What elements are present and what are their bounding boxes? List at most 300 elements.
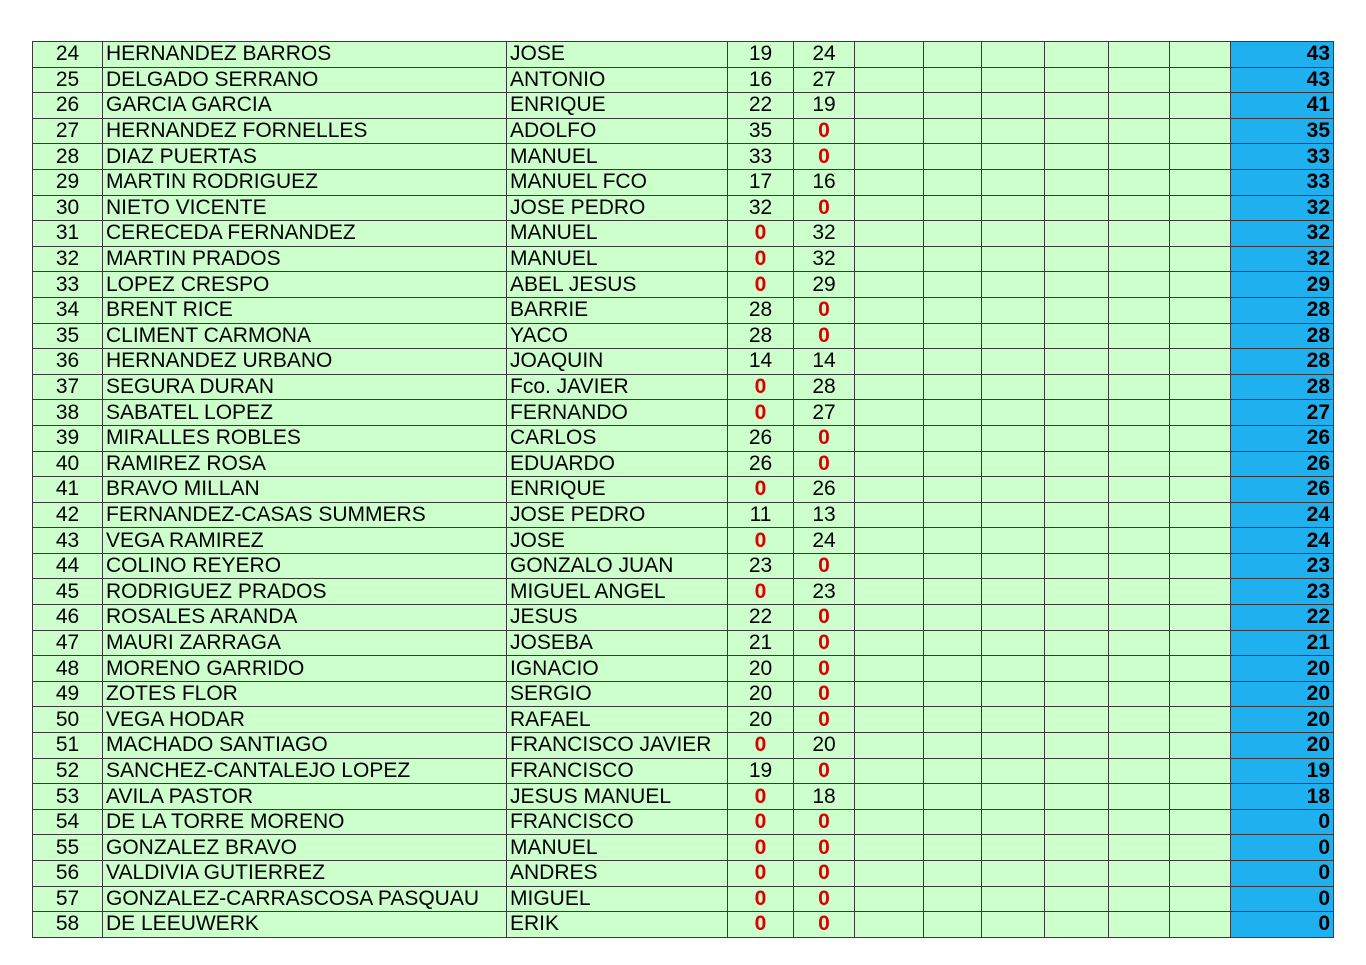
position-cell: 24 (33, 42, 103, 68)
round-1-score-cell: 20 (728, 707, 794, 733)
table-row (33, 297, 1334, 323)
position-cell: 27 (33, 118, 103, 144)
total-score-cell: 20 (1231, 733, 1334, 759)
surname-cell: SABATEL LOPEZ (103, 400, 507, 426)
round-2-score-cell: 0 (794, 707, 855, 733)
empty-round-cell (982, 861, 1045, 887)
empty-round-cell (855, 553, 924, 579)
first-name-cell: SERGIO (507, 681, 728, 707)
empty-round-cell (855, 681, 924, 707)
empty-round-cell (855, 246, 924, 272)
empty-round-cell (1109, 118, 1170, 144)
surname-cell: BRENT RICE (103, 297, 507, 323)
round-2-score-cell: 16 (794, 169, 855, 195)
empty-round-cell (982, 681, 1045, 707)
empty-round-cell (1045, 374, 1109, 400)
round-1-score-cell: 0 (728, 733, 794, 759)
round-1-score-cell: 0 (728, 221, 794, 247)
table-row (33, 605, 1334, 631)
empty-round-cell (1045, 323, 1109, 349)
empty-round-cell (924, 809, 982, 835)
surname-cell: AVILA PASTOR (103, 784, 507, 810)
position-cell: 31 (33, 221, 103, 247)
total-score-cell: 0 (1231, 809, 1334, 835)
empty-round-cell (924, 144, 982, 170)
round-1-score-cell: 20 (728, 656, 794, 682)
round-1-score-cell: 28 (728, 297, 794, 323)
table-row (33, 400, 1334, 426)
empty-round-cell (1045, 784, 1109, 810)
empty-round-cell (1109, 42, 1170, 68)
total-score-cell: 0 (1231, 886, 1334, 912)
empty-round-cell (855, 374, 924, 400)
empty-round-cell (1045, 528, 1109, 554)
total-score-cell: 28 (1231, 323, 1334, 349)
empty-round-cell (1045, 272, 1109, 298)
empty-round-cell (855, 169, 924, 195)
empty-round-cell (1045, 93, 1109, 119)
table-row (33, 144, 1334, 170)
first-name-cell: FERNANDO (507, 400, 728, 426)
total-score-cell: 28 (1231, 349, 1334, 375)
empty-round-cell (1109, 553, 1170, 579)
empty-round-cell (982, 349, 1045, 375)
table-row (33, 118, 1334, 144)
empty-round-cell (855, 195, 924, 221)
empty-round-cell (1170, 809, 1231, 835)
empty-round-cell (1109, 297, 1170, 323)
first-name-cell: FRANCISCO (507, 809, 728, 835)
empty-round-cell (1170, 579, 1231, 605)
round-1-score-cell: 0 (728, 912, 794, 938)
total-score-cell: 29 (1231, 272, 1334, 298)
empty-round-cell (1170, 451, 1231, 477)
surname-cell: GONZALEZ BRAVO (103, 835, 507, 861)
empty-round-cell (855, 42, 924, 68)
total-score-cell: 23 (1231, 579, 1334, 605)
empty-round-cell (1109, 835, 1170, 861)
empty-round-cell (982, 809, 1045, 835)
empty-round-cell (1170, 221, 1231, 247)
empty-round-cell (1109, 221, 1170, 247)
round-2-score-cell: 0 (794, 323, 855, 349)
first-name-cell: GONZALO JUAN (507, 553, 728, 579)
position-cell: 46 (33, 605, 103, 631)
surname-cell: DE LA TORRE MORENO (103, 809, 507, 835)
round-2-score-cell: 0 (794, 861, 855, 887)
round-2-score-cell: 0 (794, 681, 855, 707)
first-name-cell: ERIK (507, 912, 728, 938)
table-row (33, 272, 1334, 298)
total-score-cell: 24 (1231, 528, 1334, 554)
empty-round-cell (1045, 502, 1109, 528)
empty-round-cell (982, 451, 1045, 477)
round-2-score-cell: 23 (794, 579, 855, 605)
table-row (33, 707, 1334, 733)
empty-round-cell (1045, 681, 1109, 707)
total-score-cell: 19 (1231, 758, 1334, 784)
table-row (33, 42, 1334, 68)
empty-round-cell (1170, 553, 1231, 579)
first-name-cell: MANUEL (507, 221, 728, 247)
empty-round-cell (1045, 42, 1109, 68)
surname-cell: SANCHEZ-CANTALEJO LOPEZ (103, 758, 507, 784)
empty-round-cell (924, 656, 982, 682)
empty-round-cell (1045, 297, 1109, 323)
surname-cell: VALDIVIA GUTIERREZ (103, 861, 507, 887)
round-2-score-cell: 0 (794, 630, 855, 656)
empty-round-cell (1045, 118, 1109, 144)
first-name-cell: MANUEL (507, 144, 728, 170)
first-name-cell: MIGUEL (507, 886, 728, 912)
first-name-cell: JOSE (507, 42, 728, 68)
surname-cell: MACHADO SANTIAGO (103, 733, 507, 759)
empty-round-cell (1045, 246, 1109, 272)
position-cell: 45 (33, 579, 103, 605)
table-row (33, 221, 1334, 247)
round-1-score-cell: 0 (728, 374, 794, 400)
total-score-cell: 27 (1231, 400, 1334, 426)
first-name-cell: CARLOS (507, 425, 728, 451)
first-name-cell: IGNACIO (507, 656, 728, 682)
first-name-cell: JESUS (507, 605, 728, 631)
empty-round-cell (982, 912, 1045, 938)
empty-round-cell (855, 502, 924, 528)
empty-round-cell (1045, 809, 1109, 835)
total-score-cell: 43 (1231, 67, 1334, 93)
position-cell: 40 (33, 451, 103, 477)
surname-cell: LOPEZ CRESPO (103, 272, 507, 298)
empty-round-cell (1170, 93, 1231, 119)
empty-round-cell (1170, 67, 1231, 93)
first-name-cell: JOSE PEDRO (507, 502, 728, 528)
empty-round-cell (855, 144, 924, 170)
total-score-cell: 28 (1231, 374, 1334, 400)
empty-round-cell (1170, 528, 1231, 554)
round-1-score-cell: 0 (728, 400, 794, 426)
first-name-cell: MIGUEL ANGEL (507, 579, 728, 605)
surname-cell: ROSALES ARANDA (103, 605, 507, 631)
empty-round-cell (982, 835, 1045, 861)
empty-round-cell (1170, 861, 1231, 887)
empty-round-cell (855, 605, 924, 631)
position-cell: 54 (33, 809, 103, 835)
table-row (33, 349, 1334, 375)
table-row (33, 477, 1334, 503)
first-name-cell: Fco. JAVIER (507, 374, 728, 400)
table-row (33, 169, 1334, 195)
surname-cell: HERNANDEZ FORNELLES (103, 118, 507, 144)
empty-round-cell (1109, 451, 1170, 477)
empty-round-cell (924, 118, 982, 144)
first-name-cell: RAFAEL (507, 707, 728, 733)
empty-round-cell (1109, 144, 1170, 170)
position-cell: 51 (33, 733, 103, 759)
empty-round-cell (982, 42, 1045, 68)
surname-cell: RODRIGUEZ PRADOS (103, 579, 507, 605)
empty-round-cell (1045, 400, 1109, 426)
first-name-cell: ENRIQUE (507, 93, 728, 119)
empty-round-cell (982, 425, 1045, 451)
empty-round-cell (982, 169, 1045, 195)
position-cell: 48 (33, 656, 103, 682)
round-1-score-cell: 19 (728, 42, 794, 68)
surname-cell: MARTIN RODRIGUEZ (103, 169, 507, 195)
position-cell: 55 (33, 835, 103, 861)
empty-round-cell (1170, 400, 1231, 426)
first-name-cell: ENRIQUE (507, 477, 728, 503)
round-2-score-cell: 0 (794, 144, 855, 170)
round-1-score-cell: 19 (728, 758, 794, 784)
empty-round-cell (1170, 630, 1231, 656)
empty-round-cell (1045, 579, 1109, 605)
empty-round-cell (982, 323, 1045, 349)
round-2-score-cell: 0 (794, 809, 855, 835)
surname-cell: FERNANDEZ-CASAS SUMMERS (103, 502, 507, 528)
empty-round-cell (1045, 835, 1109, 861)
empty-round-cell (924, 835, 982, 861)
table-row (33, 195, 1334, 221)
empty-round-cell (1109, 681, 1170, 707)
empty-round-cell (1170, 784, 1231, 810)
surname-cell: HERNANDEZ URBANO (103, 349, 507, 375)
position-cell: 26 (33, 93, 103, 119)
round-1-score-cell: 0 (728, 246, 794, 272)
surname-cell: SEGURA DURAN (103, 374, 507, 400)
position-cell: 28 (33, 144, 103, 170)
position-cell: 49 (33, 681, 103, 707)
round-1-score-cell: 0 (728, 886, 794, 912)
round-1-score-cell: 0 (728, 835, 794, 861)
empty-round-cell (982, 605, 1045, 631)
empty-round-cell (1109, 349, 1170, 375)
empty-round-cell (924, 758, 982, 784)
empty-round-cell (855, 451, 924, 477)
empty-round-cell (1109, 246, 1170, 272)
empty-round-cell (1109, 502, 1170, 528)
empty-round-cell (924, 579, 982, 605)
empty-round-cell (1170, 707, 1231, 733)
surname-cell: GARCIA GARCIA (103, 93, 507, 119)
empty-round-cell (855, 861, 924, 887)
position-cell: 57 (33, 886, 103, 912)
surname-cell: MAURI ZARRAGA (103, 630, 507, 656)
empty-round-cell (1170, 144, 1231, 170)
round-1-score-cell: 33 (728, 144, 794, 170)
standings-table (32, 41, 1334, 938)
empty-round-cell (1045, 861, 1109, 887)
table-row (33, 528, 1334, 554)
empty-round-cell (982, 886, 1045, 912)
empty-round-cell (1045, 349, 1109, 375)
table-row (33, 809, 1334, 835)
empty-round-cell (1045, 553, 1109, 579)
table-row (33, 681, 1334, 707)
empty-round-cell (982, 144, 1045, 170)
empty-round-cell (855, 349, 924, 375)
empty-round-cell (1109, 477, 1170, 503)
position-cell: 35 (33, 323, 103, 349)
round-2-score-cell: 32 (794, 246, 855, 272)
surname-cell: GONZALEZ-CARRASCOSA PASQUAU (103, 886, 507, 912)
round-2-score-cell: 20 (794, 733, 855, 759)
empty-round-cell (982, 246, 1045, 272)
position-cell: 44 (33, 553, 103, 579)
table-row (33, 67, 1334, 93)
first-name-cell: ANTONIO (507, 67, 728, 93)
total-score-cell: 41 (1231, 93, 1334, 119)
table-row (33, 579, 1334, 605)
round-2-score-cell: 26 (794, 477, 855, 503)
empty-round-cell (855, 733, 924, 759)
surname-cell: CLIMENT CARMONA (103, 323, 507, 349)
round-2-score-cell: 24 (794, 42, 855, 68)
total-score-cell: 26 (1231, 451, 1334, 477)
empty-round-cell (1170, 681, 1231, 707)
empty-round-cell (1109, 912, 1170, 938)
empty-round-cell (982, 195, 1045, 221)
empty-round-cell (1109, 630, 1170, 656)
empty-round-cell (1045, 477, 1109, 503)
total-score-cell: 43 (1231, 42, 1334, 68)
empty-round-cell (1109, 809, 1170, 835)
empty-round-cell (1170, 425, 1231, 451)
round-2-score-cell: 0 (794, 886, 855, 912)
first-name-cell: ANDRES (507, 861, 728, 887)
round-2-score-cell: 32 (794, 221, 855, 247)
first-name-cell: JOSEBA (507, 630, 728, 656)
empty-round-cell (924, 681, 982, 707)
empty-round-cell (1109, 400, 1170, 426)
empty-round-cell (1170, 733, 1231, 759)
position-cell: 37 (33, 374, 103, 400)
empty-round-cell (1109, 169, 1170, 195)
empty-round-cell (924, 707, 982, 733)
empty-round-cell (1170, 605, 1231, 631)
first-name-cell: JOSE PEDRO (507, 195, 728, 221)
round-2-score-cell: 0 (794, 758, 855, 784)
surname-cell: BRAVO MILLAN (103, 477, 507, 503)
round-1-score-cell: 11 (728, 502, 794, 528)
empty-round-cell (924, 425, 982, 451)
surname-cell: MORENO GARRIDO (103, 656, 507, 682)
empty-round-cell (855, 272, 924, 298)
empty-round-cell (1170, 758, 1231, 784)
round-1-score-cell: 23 (728, 553, 794, 579)
total-score-cell: 0 (1231, 912, 1334, 938)
empty-round-cell (982, 784, 1045, 810)
table-row (33, 93, 1334, 119)
empty-round-cell (982, 93, 1045, 119)
total-score-cell: 20 (1231, 707, 1334, 733)
empty-round-cell (1170, 912, 1231, 938)
round-1-score-cell: 0 (728, 477, 794, 503)
first-name-cell: FRANCISCO JAVIER (507, 733, 728, 759)
empty-round-cell (1109, 528, 1170, 554)
round-2-score-cell: 18 (794, 784, 855, 810)
surname-cell: CERECEDA FERNANDEZ (103, 221, 507, 247)
empty-round-cell (1109, 579, 1170, 605)
empty-round-cell (924, 246, 982, 272)
total-score-cell: 35 (1231, 118, 1334, 144)
round-1-score-cell: 0 (728, 784, 794, 810)
total-score-cell: 18 (1231, 784, 1334, 810)
empty-round-cell (1045, 733, 1109, 759)
position-cell: 34 (33, 297, 103, 323)
position-cell: 32 (33, 246, 103, 272)
total-score-cell: 23 (1231, 553, 1334, 579)
surname-cell: ZOTES FLOR (103, 681, 507, 707)
empty-round-cell (924, 169, 982, 195)
total-score-cell: 32 (1231, 246, 1334, 272)
round-1-score-cell: 0 (728, 528, 794, 554)
empty-round-cell (855, 221, 924, 247)
empty-round-cell (982, 758, 1045, 784)
empty-round-cell (855, 656, 924, 682)
empty-round-cell (1109, 195, 1170, 221)
empty-round-cell (1109, 886, 1170, 912)
round-1-score-cell: 14 (728, 349, 794, 375)
empty-round-cell (924, 502, 982, 528)
surname-cell: MIRALLES ROBLES (103, 425, 507, 451)
empty-round-cell (982, 656, 1045, 682)
surname-cell: VEGA HODAR (103, 707, 507, 733)
table-row (33, 451, 1334, 477)
position-cell: 53 (33, 784, 103, 810)
empty-round-cell (1170, 169, 1231, 195)
empty-round-cell (924, 784, 982, 810)
first-name-cell: EDUARDO (507, 451, 728, 477)
round-2-score-cell: 0 (794, 553, 855, 579)
surname-cell: DIAZ PUERTAS (103, 144, 507, 170)
table-row (33, 553, 1334, 579)
empty-round-cell (924, 93, 982, 119)
surname-cell: MARTIN PRADOS (103, 246, 507, 272)
first-name-cell: ADOLFO (507, 118, 728, 144)
empty-round-cell (924, 42, 982, 68)
position-cell: 38 (33, 400, 103, 426)
first-name-cell: JOSE (507, 528, 728, 554)
position-cell: 33 (33, 272, 103, 298)
empty-round-cell (1045, 886, 1109, 912)
empty-round-cell (1170, 118, 1231, 144)
empty-round-cell (1045, 67, 1109, 93)
empty-round-cell (924, 451, 982, 477)
position-cell: 30 (33, 195, 103, 221)
surname-cell: DELGADO SERRANO (103, 67, 507, 93)
position-cell: 39 (33, 425, 103, 451)
empty-round-cell (1170, 42, 1231, 68)
round-1-score-cell: 21 (728, 630, 794, 656)
empty-round-cell (924, 221, 982, 247)
empty-round-cell (1109, 707, 1170, 733)
empty-round-cell (1109, 605, 1170, 631)
empty-round-cell (982, 374, 1045, 400)
empty-round-cell (1045, 425, 1109, 451)
total-score-cell: 0 (1231, 861, 1334, 887)
empty-round-cell (1109, 93, 1170, 119)
position-cell: 52 (33, 758, 103, 784)
first-name-cell: YACO (507, 323, 728, 349)
round-2-score-cell: 27 (794, 400, 855, 426)
empty-round-cell (924, 733, 982, 759)
round-2-score-cell: 0 (794, 118, 855, 144)
total-score-cell: 20 (1231, 656, 1334, 682)
empty-round-cell (924, 630, 982, 656)
empty-round-cell (855, 809, 924, 835)
empty-round-cell (1170, 246, 1231, 272)
first-name-cell: JESUS MANUEL (507, 784, 728, 810)
